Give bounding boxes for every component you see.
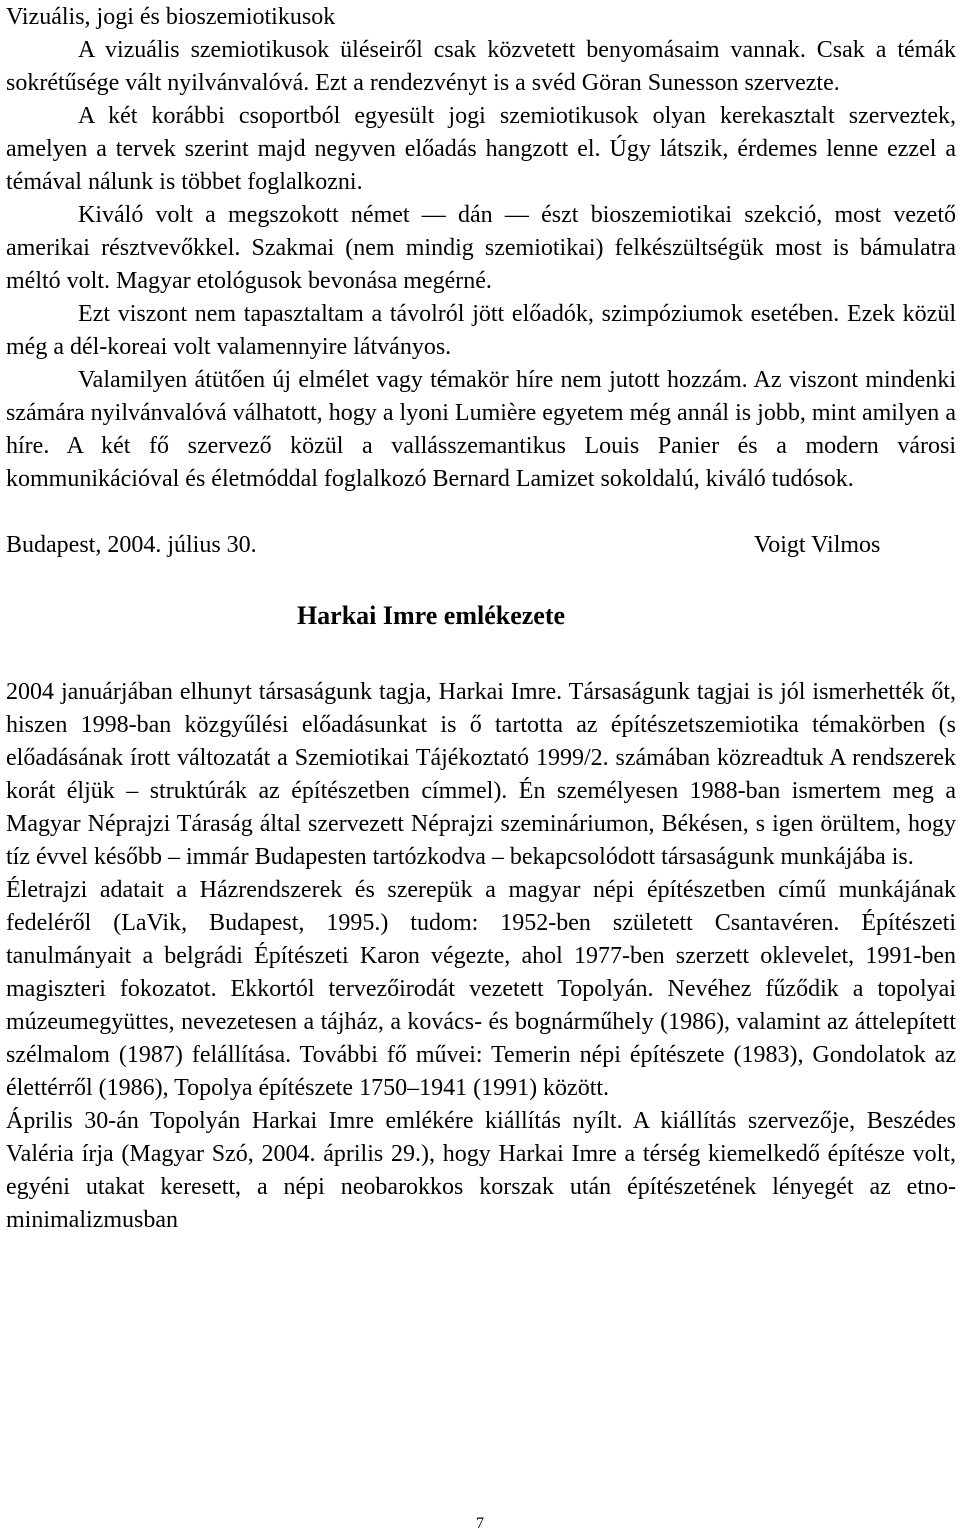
paragraph-lyon-university: Valamilyen átütően új elmélet vagy témakör híre nem jutott hozzám. Az viszont mindenki számára nyilvánvalóvá válhatott, hogy a lyoni Lumière egyetem még annál is jobb, mint amilyen a híre. A két fő szervező közül a vallásszemantikus Louis Panier és a modern városi kommunikációval és életmóddal foglalkozó Bernard Lamizet sokoldalú, kiváló tudósok.: [6, 367, 956, 492]
article-title: Harkai Imre emlékezete: [296, 601, 566, 630]
paragraph-remote-speakers: Ezt viszont nem tapasztaltam a távolról jött előadók, szimpóziumok esetében. Ezek közül még a dél-koreai volt valamennyire látványos.: [6, 301, 956, 360]
paragraph-biography: Életrajzi adatait a Házrendszerek és szerepük a magyar népi építészetben című munkájának fedeléről (LaVik, Budapest, 1995.) tudom: 1952-ben született Csantavéren. Építészeti tanulmányait a belgrádi Építészeti Karon végezte, ahol 1977-ben szerzett oklevelet, 1991-ben magiszteri fokozatot. Ekkortól tervezőirodát vezetett Topolyán. Nevéhez fűződik a topolyai múzeumegyüttes, nevezetesen a tájház, a kovács- és bognárműhely (1986), valamint az áttelepített szélmalom (1987) felállítása. További fő művei: Temerin népi építészete (1983), Gondolatok az élettérről (1986), Topolya építészete 1750–1941 (1991) között.: [6, 877, 956, 1101]
paragraph-visual-semiotics: A vizuális szemiotikusok üléseiről csak közvetett benyomásaim vannak. Csak a témák sokrétűsége vált nyilvánvalóvá. Ezt a rendezvényt is a svéd Göran Sunesson szervezte.: [6, 37, 956, 96]
signature-line: [6, 528, 956, 562]
page-number: 7: [476, 1515, 484, 1532]
paragraph-biosemiotics: Kiváló volt a megszokott német — dán — észt bioszemiotikai szekció, most vezető amerikai résztvevőkkel. Szakmai (nem mindig szemiotikai) felkészültségük most is bámulatra méltó volt. Magyar etológusok bevonása megérné.: [6, 202, 956, 294]
place-date: Budapest, 2004. július 30.: [6, 532, 257, 558]
document-page: [6, 0, 956, 1237]
paragraph-legal-semiotics: A két korábbi csoportból egyesült jogi szemiotikusok olyan kerekasztalt szerveztek, amelyen a tervek szerint majd negyven előadás hangzott el. Úgy látszik, érdemes lenne ezzel a témával nálunk is többet foglalkozni.: [6, 103, 956, 195]
paragraph-obituary-intro: 2004 januárjában elhunyt társaságunk tagja, Harkai Imre. Társaságunk tagjai is jól ismerhették őt, hiszen 1998-ban közgyűlési előadásunkat is ő tartotta az építészetszemiotika témakörben (s előadásának írott változatát a Szemiotikai Tájékoztató 1999/2. számában közreadtuk A rendszerek korát éljük – struktúrák az építészetben címmel). Én személyesen 1988-ban ismertem meg a Magyar Néprajzi Táraság által szervezett Néprajzi szemináriumon, Békésen, s igen örültem, hogy tíz évvel később – immár Budapesten tartózkodva – bekapcsolódott társaságunk munkájába is.: [6, 679, 956, 870]
paragraph-exhibition: Április 30-án Topolyán Harkai Imre emlékére kiállítás nyílt. A kiállítás szervezője, Beszédes Valéria írja (Magyar Szó, 2004. április 29.), hogy Harkai Imre a térség kiemelkedő építésze volt, egyéni utakat keresett, a népi neobarokkos korszak után építészetének lényegét az etno-minimalizmusban: [6, 1108, 956, 1233]
section-heading-semiotics: Vizuális, jogi és bioszemiotikusok: [6, 4, 336, 30]
author-name: Voigt Vilmos: [754, 532, 881, 558]
